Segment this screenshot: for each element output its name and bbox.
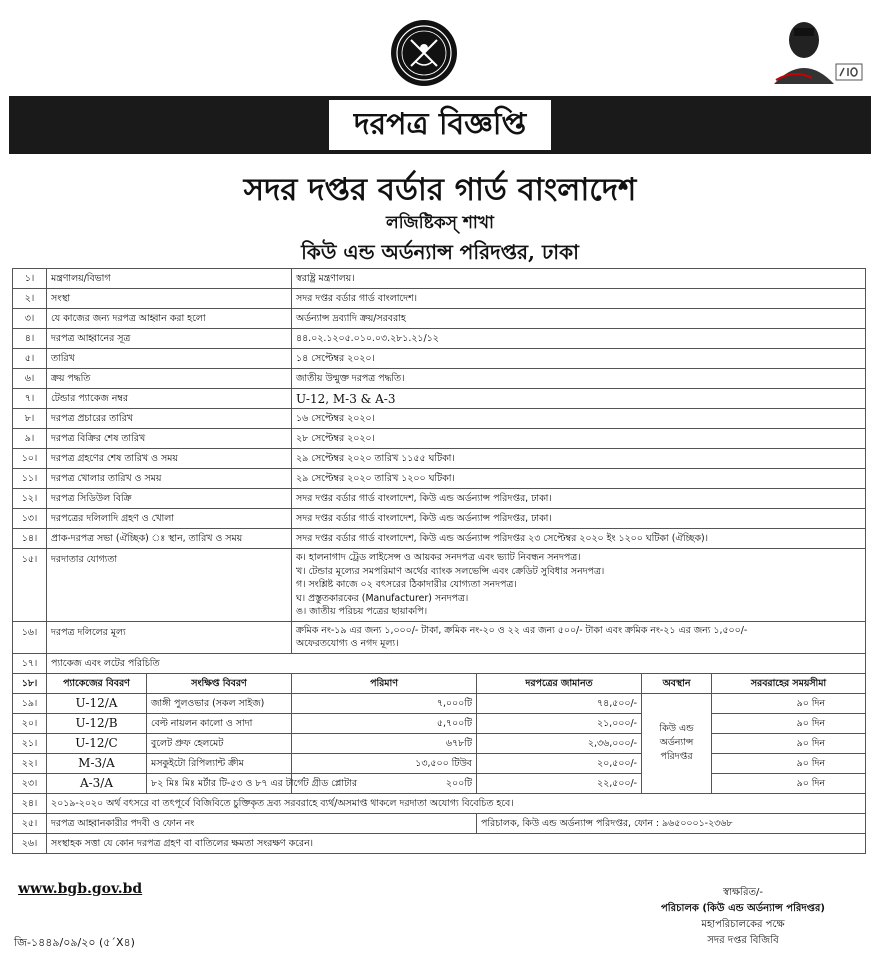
- package-desc: জাঙ্গী পুলওভার (সকল সাইজ): [147, 693, 292, 713]
- row-label: তারিখ: [47, 349, 292, 369]
- row-label: দরপত্র আহ্বানের সূত্র: [47, 329, 292, 349]
- row-label: দরপত্রের দলিলাদি গ্রহণ ও খোলা: [47, 509, 292, 529]
- package-qty: ১৩,৫০০ টিউব: [292, 753, 477, 773]
- row-value: ২৮ সেপ্টেম্বর ২০২০।: [292, 429, 866, 449]
- row-label: দরপত্র খোলার তারিখ ও সময়: [47, 469, 292, 489]
- price-row: [13, 621, 866, 653]
- price-line: ক্রমিক নং-১৯ এর জন্য ১,০০০/- টাকা, ক্রমিক নং-২০ ও ২২ এর জন্য ৫০০/- টাকা এবং ক্রমিক নং-২১ এর জন্য ১,৫০০/-: [296, 624, 748, 636]
- on-behalf-text: মহাপরিচালকের পক্ষে: [701, 919, 785, 930]
- mujib-100-logo-icon: [764, 14, 864, 86]
- eligibility-list: [292, 549, 866, 622]
- row-text: সংস্থাহক সত্তা যে কোন দরপত্র গ্রহণ বা বাতিলের ক্ষমতা সংরক্ষণ করেন।: [47, 833, 866, 853]
- table-row: [13, 429, 866, 449]
- row-value: জাতীয় উন্মুক্ত দরপত্র পদ্ধতি।: [292, 369, 866, 389]
- row-value: ৪৪.০২.১২০৫.০১০.০৩.২৮১.২১/১২: [292, 329, 866, 349]
- package-qty: ৫,৭০০টি: [292, 713, 477, 733]
- package-col-delivery: সরবরাহের সময়সীমা: [712, 673, 866, 693]
- row-number: ২৪।: [13, 793, 47, 813]
- row-value: পরিচালক, কিউ এন্ড অর্ডন্যান্স পরিদপ্তর, ফোন : ৯৬৫০০০১-২৩৬৮: [477, 813, 866, 833]
- row-number: ১৭।: [13, 653, 47, 673]
- package-desc: বেল্ট নায়লন কালো ও সাদা: [147, 713, 292, 733]
- header-top: [0, 0, 880, 96]
- signature-block: [628, 885, 858, 949]
- row-label: দরপত্র সিডিউল বিক্রি: [47, 489, 292, 509]
- table-row: [13, 369, 866, 389]
- row-number: ৫।: [13, 349, 47, 369]
- package-row: [13, 693, 866, 713]
- row-value: U-12, M-3 & A-3: [292, 389, 866, 409]
- reference-code: জি-১৪৪৯/০৯/২০ (৫´X৪): [14, 936, 135, 949]
- row-label: যে কাজের জন্য দরপত্র আহ্বান করা হলো: [47, 309, 292, 329]
- package-desc: মসকুইটো রিপিল্যান্ট ক্রীম: [147, 753, 292, 773]
- row-label: প্যাকেজ এবং লটের পরিচিতি: [47, 653, 866, 673]
- package-qty: ৬৭৮টি: [292, 733, 477, 753]
- package-qty: ৭,০০০টি: [292, 693, 477, 713]
- row-value: সদর দপ্তর বর্ডার গার্ড বাংলাদেশ, কিউ এন্ড অর্ডন্যান্স পরিদপ্তর ২৩ সেপ্টেম্বর ২০২০ ইং ১২০০ ঘটিকা (ঐচ্ছিক)।: [292, 529, 866, 549]
- table-row: [13, 489, 866, 509]
- signatory-title: পরিচালক (কিউ এন্ড অর্ডন্যান্স পরিদপ্তর): [661, 903, 825, 914]
- package-delivery: ৯০ দিন: [712, 773, 866, 793]
- row-label: দরপত্র প্রচারের তারিখ: [47, 409, 292, 429]
- table-row: [13, 269, 866, 289]
- row-label: দরপত্র দলিলের মূল্য: [47, 621, 292, 653]
- row-label: ক্রয় পদ্ধতি: [47, 369, 292, 389]
- table-row: [13, 349, 866, 369]
- package-code: U-12/C: [47, 733, 147, 753]
- package-col-security: দরপত্রের জামানত: [477, 673, 642, 693]
- package-row: [13, 733, 866, 753]
- signed-text: স্বাক্ষরিত/-: [723, 887, 763, 898]
- row-number: ১০।: [13, 449, 47, 469]
- row-number: ৯।: [13, 429, 47, 449]
- row-number: ১৮।: [13, 673, 47, 693]
- row-value: ১৬ সেপ্টেম্বর ২০২০।: [292, 409, 866, 429]
- table-row: [13, 833, 866, 853]
- package-code: U-12/A: [47, 693, 147, 713]
- row-label: সংস্থা: [47, 289, 292, 309]
- table-row: [13, 529, 866, 549]
- price-value: [292, 621, 866, 653]
- package-security: ৭৪,৫০০/-: [477, 693, 642, 713]
- package-code: U-12/B: [47, 713, 147, 733]
- package-location: কিউ এন্ড অর্ডন্যান্স পরিদপ্তর: [642, 693, 712, 793]
- package-desc: ৮২ মিঃ মিঃ মর্টার টি-৫৩ ও ৮৭ এর টার্গেট গ্রীড প্লোটার: [147, 773, 292, 793]
- row-number: ২১।: [13, 733, 47, 753]
- table-row: [13, 509, 866, 529]
- row-number: ১১।: [13, 469, 47, 489]
- website-link[interactable]: www.bgb.gov.bd: [18, 881, 143, 897]
- table-row: [13, 793, 866, 813]
- banner: [9, 96, 871, 154]
- row-number: ৭।: [13, 389, 47, 409]
- row-label: দরপত্র আহ্বানকারীর পদবী ও ফোন নং: [47, 813, 477, 833]
- row-number: ১।: [13, 269, 47, 289]
- row-number: ৮।: [13, 409, 47, 429]
- package-header-row: [13, 673, 866, 693]
- row-number: ১৫।: [13, 549, 47, 622]
- table-row: [13, 653, 866, 673]
- package-security: ২১,০০০/-: [477, 713, 642, 733]
- row-number: ৬।: [13, 369, 47, 389]
- eligibility-item: গ। সংশ্লিষ্ট কাজে ০২ বৎসরের ঠিকাদারীর যোগ্যতা সনদপত্র।: [296, 579, 517, 590]
- row-label: প্রাক-দরপত্র সভা (ঐচ্ছিক) ঃ স্থান, তারিখ ও সময়: [47, 529, 292, 549]
- row-value: সদর দপ্তর বর্ডার গার্ড বাংলাদেশ, কিউ এন্ড অর্ডন্যান্স পরিদপ্তর, ঢাকা।: [292, 489, 866, 509]
- row-value: অর্ডন্যান্স দ্রব্যাদি ক্রয়/সরবরাহ: [292, 309, 866, 329]
- package-code: A-3/A: [47, 773, 147, 793]
- package-row: [13, 713, 866, 733]
- row-number: ২।: [13, 289, 47, 309]
- package-delivery: ৯০ দিন: [712, 753, 866, 773]
- package-delivery: ৯০ দিন: [712, 713, 866, 733]
- row-label: দরপত্র গ্রহণের শেষ তারিখ ও সময়: [47, 449, 292, 469]
- row-value: ১৪ সেপ্টেম্বর ২০২০।: [292, 349, 866, 369]
- package-security: ২,৩৬,০০০/-: [477, 733, 642, 753]
- table-row: [13, 389, 866, 409]
- package-desc: বুলেট প্রুফ হেলমেট: [147, 733, 292, 753]
- package-security: ২০,৫০০/-: [477, 753, 642, 773]
- row-value: ২৯ সেপ্টেম্বর ২০২০ তারিখ ১২০০ ঘটিকা।: [292, 469, 866, 489]
- directorate-name: কিউ এন্ড অর্ডন্যান্স পরিদপ্তর, ঢাকা: [301, 240, 579, 264]
- row-number: ১৪।: [13, 529, 47, 549]
- table-row: [13, 309, 866, 329]
- package-delivery: ৯০ দিন: [712, 733, 866, 753]
- row-value: সদর দপ্তর বর্ডার গার্ড বাংলাদেশ।: [292, 289, 866, 309]
- table-row: [13, 449, 866, 469]
- row-label: মন্ত্রণালয়/বিভাগ: [47, 269, 292, 289]
- row-number: ১৬।: [13, 621, 47, 653]
- banner-title: দরপত্র বিজ্ঞপ্তি: [329, 100, 551, 150]
- row-value: ২৯ সেপ্টেম্বর ২০২০ তারিখ ১১৫৫ ঘটিকা।: [292, 449, 866, 469]
- bgb-crest-icon: [389, 18, 459, 88]
- row-number: ২২।: [13, 753, 47, 773]
- package-code: M-3/A: [47, 753, 147, 773]
- package-security: ২২,৫০০/-: [477, 773, 642, 793]
- row-value: স্বরাষ্ট্র মন্ত্রণালয়।: [292, 269, 866, 289]
- row-number: ৩।: [13, 309, 47, 329]
- package-col-code: প্যাকেজের বিবরণ: [47, 673, 147, 693]
- package-row: [13, 773, 866, 793]
- package-row: [13, 753, 866, 773]
- row-number: ২৬।: [13, 833, 47, 853]
- eligibility-item: ক। হালনাগাদ ট্রেড লাইসেন্স ও আয়কর সনদপত্র এবং ভ্যাট নিবন্ধন সনদপত্র।: [296, 552, 581, 563]
- tender-table: [12, 268, 866, 854]
- table-row: [13, 329, 866, 349]
- row-number: ১২।: [13, 489, 47, 509]
- hq-text: সদর দপ্তর বিজিবি: [707, 935, 779, 946]
- package-col-location: অবস্থান: [642, 673, 712, 693]
- eligibility-row: [13, 549, 866, 622]
- table-row: [13, 469, 866, 489]
- table-row: [13, 289, 866, 309]
- table-row: [13, 813, 866, 833]
- row-value: সদর দপ্তর বর্ডার গার্ড বাংলাদেশ, কিউ এন্ড অর্ডন্যান্স পরিদপ্তর, ঢাকা।: [292, 509, 866, 529]
- row-label: টেন্ডার প্যাকেজ নম্বর: [47, 389, 292, 409]
- row-label: দরপত্র বিক্রির শেষ তারিখ: [47, 429, 292, 449]
- row-label: দরদাতার যোগ্যতা: [47, 549, 292, 622]
- table-row: [13, 409, 866, 429]
- row-number: ১৯।: [13, 693, 47, 713]
- row-number: ১৩।: [13, 509, 47, 529]
- row-number: ২৫।: [13, 813, 47, 833]
- row-number: ২০।: [13, 713, 47, 733]
- package-col-desc: সংক্ষিপ্ত বিবরণ: [147, 673, 292, 693]
- row-number: ৪।: [13, 329, 47, 349]
- org-name: সদর দপ্তর বর্ডার গার্ড বাংলাদেশ: [243, 172, 637, 208]
- row-text: ২০১৯-২০২০ অর্থ বৎসরে বা তৎপূর্বে বিজিবিতে চুক্তিকৃত দ্রব্য সরবরাহে ব্যর্থ/অসমাপ্ত থাকলে দরদাতা অযোগ্য বিবেচিত হবে।: [47, 793, 866, 813]
- package-qty: ২০০টি: [292, 773, 477, 793]
- eligibility-item: ঙ। জাতীয় পরিচয় পত্রের ছায়াকপি।: [296, 606, 428, 617]
- package-col-qty: পরিমাণ: [292, 673, 477, 693]
- price-line: অফেরতযোগ্য ও নগদ মূল্য।: [296, 638, 399, 649]
- eligibility-item: খ। টেন্ডার মূল্যের সমপরিমাণ অর্থের ব্যাংক সলভেন্সি এবং ক্রেডিট সুবিধার সনদপত্র।: [296, 565, 605, 577]
- branch-name: লজিষ্টিকস্ শাখা: [386, 213, 494, 233]
- row-number: ২৩।: [13, 773, 47, 793]
- package-delivery: ৯০ দিন: [712, 693, 866, 713]
- eligibility-item: ঘ। প্রস্তুতকারকের (Manufacturer) সনদপত্র।: [296, 592, 469, 604]
